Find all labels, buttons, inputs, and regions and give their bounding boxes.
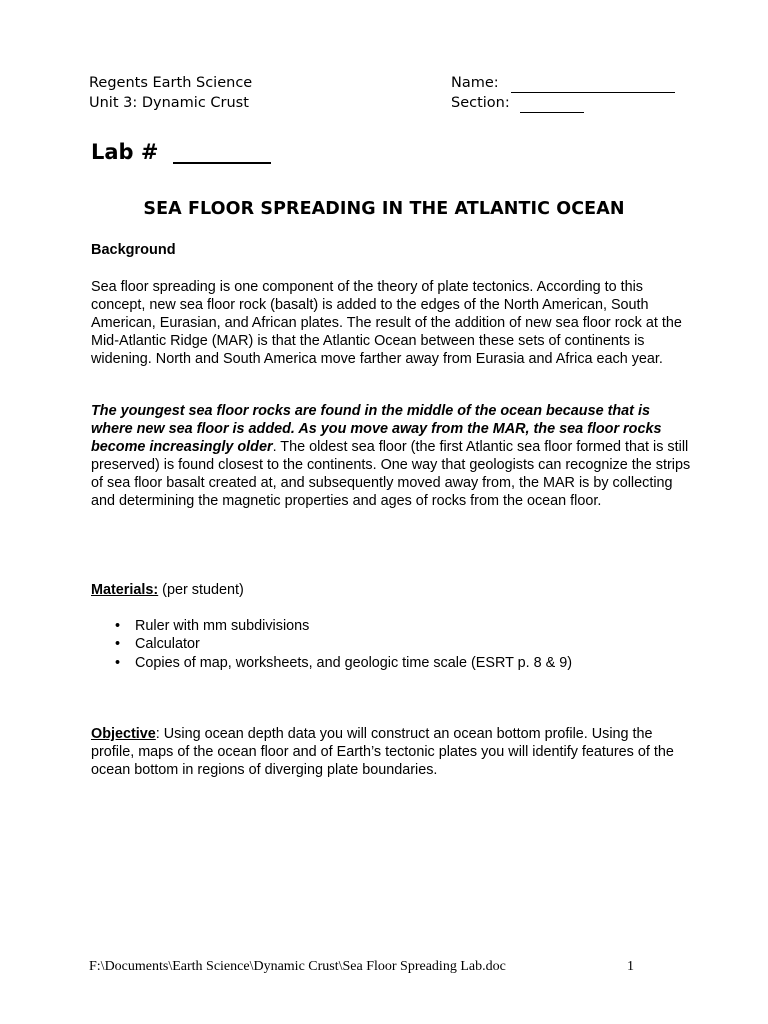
materials-label: Materials:	[91, 582, 159, 598]
objective-paragraph	[91, 725, 691, 779]
name-blank-line[interactable]	[511, 77, 675, 93]
file-path: F:\Documents\Earth Science\Dynamic Crust\Sea Floor Spreading Lab.doc	[89, 959, 506, 974]
section-label: Section:	[451, 95, 510, 111]
materials-note: (per student)	[158, 582, 244, 598]
list-item	[91, 654, 572, 672]
objective-text: : Using ocean depth data you will construct an ocean bottom profile. Using the profile, maps of the ocean floor and of Earth’s tectonic plates you will identify features of the ocean bottom in regions of diverging plate boundaries.	[91, 726, 674, 778]
bullet-icon: •	[115, 618, 121, 634]
section-blank-line[interactable]	[520, 97, 584, 113]
lab-label: Lab #	[91, 140, 159, 164]
list-item-text: Ruler with mm subdivisions	[135, 618, 310, 634]
page-footer	[89, 959, 634, 975]
background-paragraph-2	[91, 402, 691, 510]
name-label: Name:	[451, 75, 499, 91]
bullet-icon: •	[115, 654, 121, 671]
student-info	[451, 73, 675, 113]
materials-heading	[91, 582, 244, 598]
materials-list	[91, 617, 572, 672]
emphasized-text: The youngest sea floor rocks are found in the middle of the ocean because that is where new sea floor is added. As you move away from the MAR, the sea floor rocks become increasingly older	[91, 403, 662, 455]
course-header	[89, 73, 252, 113]
page-number: 1	[627, 959, 634, 974]
background-paragraph-1: Sea floor spreading is one component of the theory of plate tectonics. According to this concept, new sea floor rock (basalt) is added to the edges of the North American, South American, Eurasian, and African plates. The result of the addition of new sea floor rock at the Mid-Atlantic Ridge (MAR) is that the Atlantic Ocean between these sets of continents is widening. North and South America move farther away from Eurasia and Africa each year.	[91, 279, 682, 367]
lab-number-blank-line[interactable]	[173, 140, 271, 164]
unit-name: Unit 3: Dynamic Crust	[89, 95, 249, 111]
list-item-text: Calculator	[135, 636, 200, 653]
list-item	[91, 635, 572, 653]
background-heading: Background	[91, 242, 176, 258]
name-row	[451, 73, 675, 93]
section-row	[451, 93, 675, 113]
objective-label: Objective	[91, 726, 156, 742]
list-item-text: Copies of map, worksheets, and geologic time scale (ESRT p. 8 & 9)	[135, 654, 572, 671]
paragraph-2-rest: . The oldest sea floor (the first Atlantic sea floor formed that is still preserved) is found closest to the continents. One way that geologists can recognize the strips of sea floor basalt created at, and subsequently moved away from, the MAR is by collecting and determining the magnetic properties and ages of rocks from the ocean floor.	[91, 439, 691, 509]
lab-number-row	[91, 140, 271, 164]
list-item	[91, 617, 572, 635]
course-name: Regents Earth Science	[89, 75, 253, 91]
page-title: SEA FLOOR SPREADING IN THE ATLANTIC OCEAN	[143, 199, 625, 219]
bullet-icon: •	[115, 636, 121, 653]
